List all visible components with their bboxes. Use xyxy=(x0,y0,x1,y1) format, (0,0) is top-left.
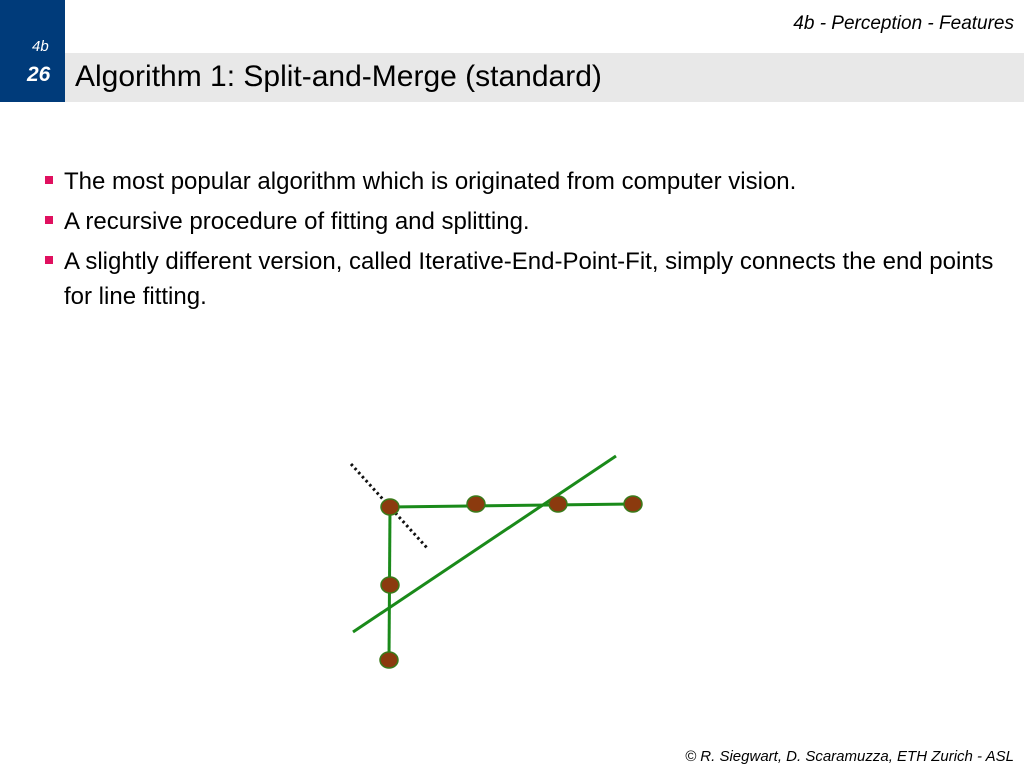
data-point xyxy=(467,496,485,512)
section-title: 4b - Perception - Features xyxy=(793,13,1014,34)
page-title: Algorithm 1: Split-and-Merge (standard) xyxy=(75,60,602,93)
data-point xyxy=(624,496,642,512)
slide-number: 26 xyxy=(27,63,51,86)
copyright-footer: © R. Siegwart, D. Scaramuzza, ETH Zurich - ASL xyxy=(685,748,1014,765)
data-point xyxy=(381,499,399,515)
bullet-text: A slightly different version, called Iterative-End-Point-Fit, simply connects the end points for line fitting. xyxy=(64,248,994,310)
data-point xyxy=(380,652,398,668)
data-point xyxy=(549,496,567,512)
chapter-number: 4b xyxy=(32,38,49,55)
data-point xyxy=(381,577,399,593)
bullet-text: The most popular algorithm which is originated from computer vision. xyxy=(64,168,797,195)
horizontal-segment-line xyxy=(390,504,633,507)
fitted-diagonal-line xyxy=(353,456,616,632)
bullet-text: A recursive procedure of fitting and splitting. xyxy=(64,208,530,235)
